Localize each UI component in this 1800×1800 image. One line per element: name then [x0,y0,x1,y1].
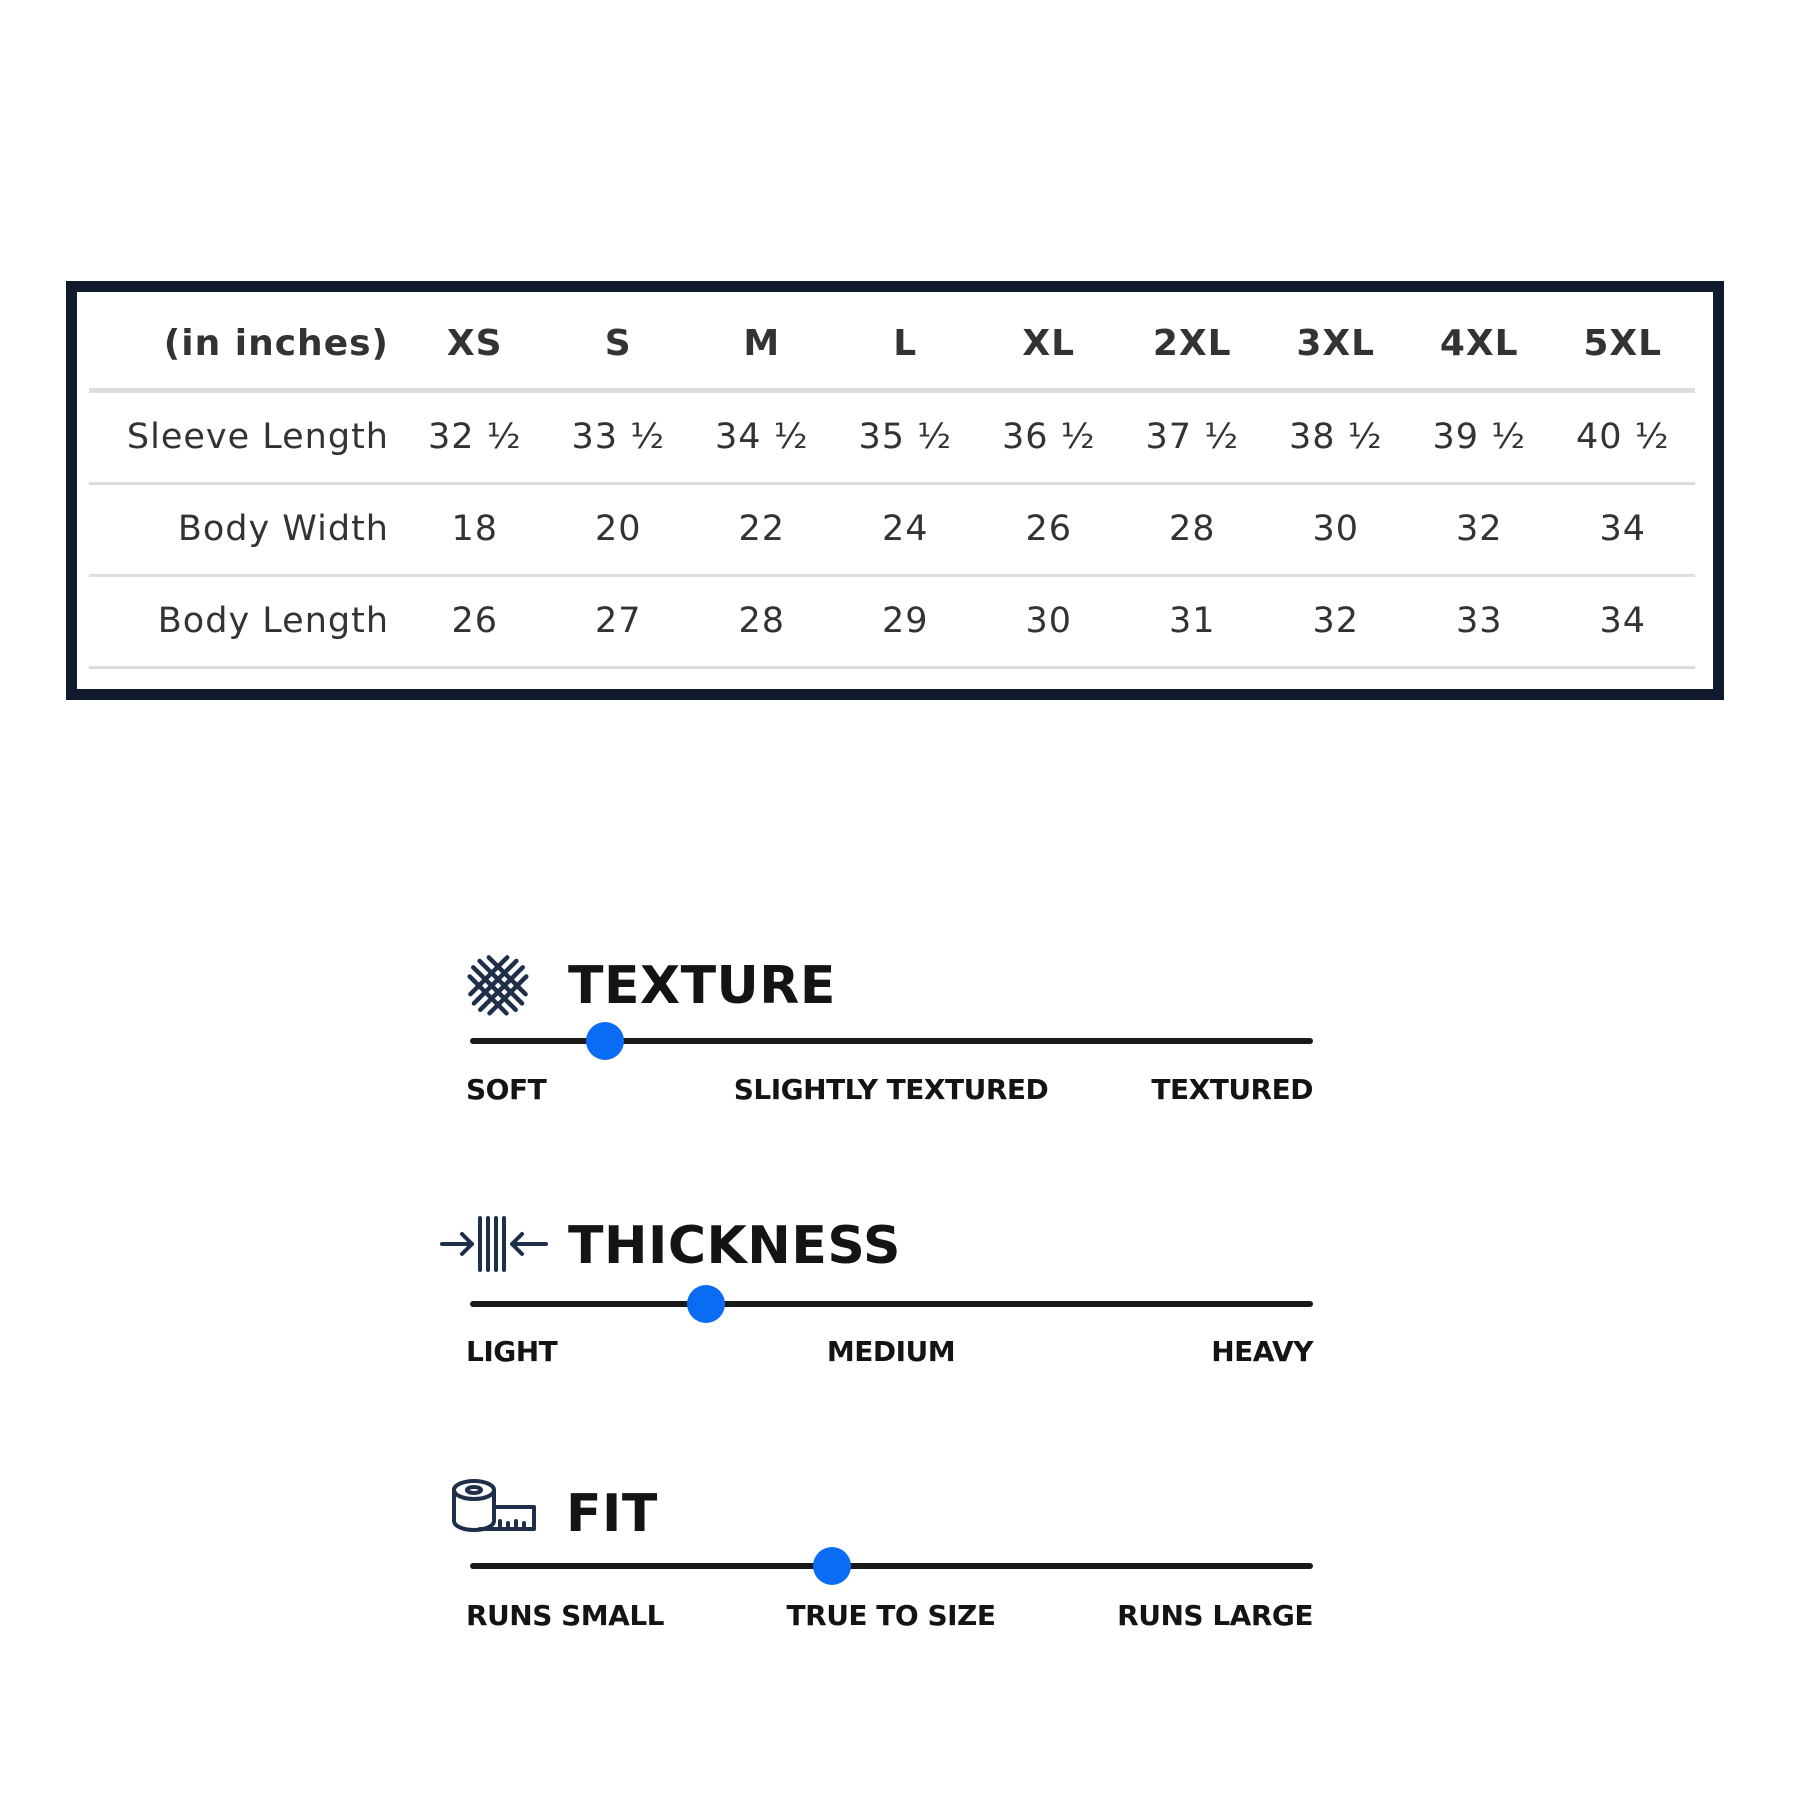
attribute-title: TEXTURE [568,956,836,1016]
row-label: Body Width [89,483,403,575]
table-cell: 30 [977,575,1121,667]
thickness-rating [440,1198,1320,1368]
rating-knob [687,1285,725,1323]
table-cell: 28 [690,575,834,667]
table-cell: 32 ½ [403,390,547,483]
table-cell: 31 [1121,575,1265,667]
table-cell: 26 [977,483,1121,575]
table-cell: 39 ½ [1408,390,1552,483]
scale-label-low: RUNS SMALL [466,1599,665,1632]
table-cell: 33 [1408,575,1552,667]
table-cell: 40 ½ [1551,390,1695,483]
scale-label-high: RUNS LARGE [1117,1599,1313,1632]
size-header: XL [977,292,1121,390]
scale-label-low: LIGHT [466,1335,558,1368]
texture-rating [440,940,1320,1110]
table-cell: 30 [1264,483,1408,575]
size-header: 4XL [1408,292,1552,390]
size-header: XS [403,292,547,390]
table-cell: 33 ½ [547,390,691,483]
table-cell: 37 ½ [1121,390,1265,483]
table-cell: 24 [834,483,978,575]
row-label: Sleeve Length [89,390,403,483]
measuring-tape-icon [450,1477,540,1535]
table-cell: 20 [547,483,691,575]
scale-label-high: TEXTURED [1151,1073,1313,1106]
table-cell: 18 [403,483,547,575]
scale-label-mid: TRUE TO SIZE [786,1599,996,1632]
rating-knob [813,1547,851,1585]
table-cell: 38 ½ [1264,390,1408,483]
table-cell: 34 [1551,575,1695,667]
table-row [89,483,1695,575]
rating-track [470,1038,1313,1044]
table-cell: 32 [1408,483,1552,575]
size-header: S [547,292,691,390]
table-cell: 22 [690,483,834,575]
table-cell: 34 ½ [690,390,834,483]
size-header: 2XL [1121,292,1265,390]
attribute-title: THICKNESS [568,1216,901,1276]
table-cell: 34 [1551,483,1695,575]
row-label: Body Length [89,575,403,667]
table-cell: 28 [1121,483,1265,575]
table-row [89,390,1695,483]
size-header-row [89,292,1695,390]
unit-label: (in inches) [89,292,403,390]
scale-label-mid: MEDIUM [826,1335,956,1368]
table-cell: 36 ½ [977,390,1121,483]
compress-arrows-icon [440,1212,552,1276]
size-table [89,292,1695,669]
scale-label-high: HEAVY [1211,1335,1313,1368]
size-header: L [834,292,978,390]
rating-track [470,1301,1313,1307]
table-row [89,575,1695,667]
rating-track [470,1563,1313,1569]
fit-rating [440,1475,1320,1645]
woven-fabric-icon [462,949,534,1021]
rating-knob [586,1022,624,1060]
table-cell: 29 [834,575,978,667]
size-header: 3XL [1264,292,1408,390]
size-header: M [690,292,834,390]
table-cell: 35 ½ [834,390,978,483]
table-cell: 26 [403,575,547,667]
table-cell: 27 [547,575,691,667]
size-header: 5XL [1551,292,1695,390]
scale-label-mid: SLIGHTLY TEXTURED [733,1073,1049,1106]
attribute-title: FIT [566,1484,658,1544]
size-chart [66,281,1724,700]
table-cell: 32 [1264,575,1408,667]
scale-label-low: SOFT [466,1073,547,1106]
